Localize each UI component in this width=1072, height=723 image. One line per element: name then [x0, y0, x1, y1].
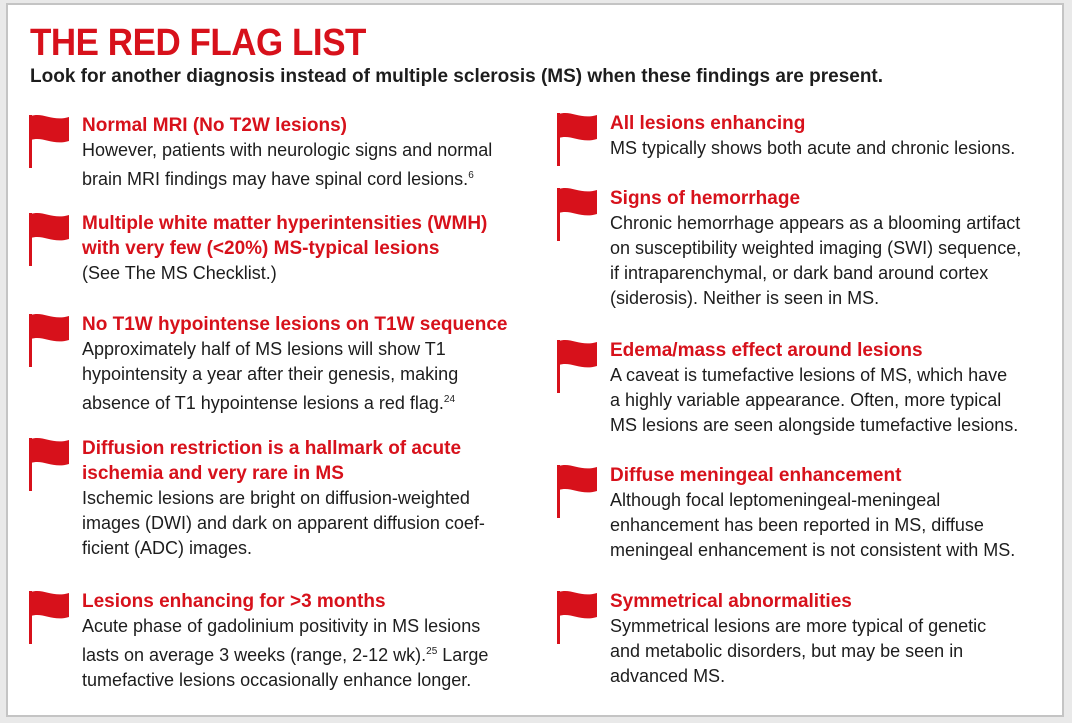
- item-body-line: Although focal leptomeningeal-meningeal: [610, 490, 941, 510]
- red-flag-icon: [28, 312, 70, 368]
- item-body-line: meningeal enhancement is not consistent with MS.: [610, 540, 1016, 560]
- item-body-line: (siderosis). Neither is seen in MS.: [610, 288, 880, 308]
- item-body-line: absence of T1 hypointense lesions a red flag.: [82, 393, 444, 413]
- item-body-line: and metabolic disorders, but may be seen in: [610, 641, 964, 661]
- item-body-line: if intraparenchymal, or dark band around cortex: [610, 263, 989, 283]
- red-flag-icon: [28, 211, 70, 267]
- red-flag-icon: [28, 589, 70, 645]
- item-body-line: Chronic hemorrhage appears as a blooming artifact: [610, 213, 1021, 233]
- reference-number: 6: [468, 170, 474, 181]
- item-body-line: brain MRI findings may have spinal cord lesions.: [82, 169, 469, 189]
- item-heading: No T1W hypointense lesions on T1W sequence: [82, 314, 508, 335]
- item-heading: Multiple white matter hyperintensities (WMH): [82, 213, 488, 234]
- item-body-line: MS typically shows both acute and chronic lesions.: [610, 138, 1016, 158]
- item-body-line: ficient (ADC) images.: [82, 538, 253, 558]
- item-heading: Normal MRI (No T2W lesions): [82, 115, 347, 136]
- item-heading: Signs of hemorrhage: [610, 188, 801, 209]
- item-body-line: enhancement has been reported in MS, diffuse: [610, 515, 984, 535]
- item-body-line: advanced MS.: [610, 666, 726, 686]
- item-heading: Diffuse meningeal enhancement: [610, 465, 902, 486]
- red-flag-icon: [28, 436, 70, 492]
- reference-number: 25: [426, 646, 438, 657]
- red-flag-icon: [28, 113, 70, 169]
- red-flag-icon: [556, 111, 598, 167]
- item-body-line: images (DWI) and dark on apparent diffusion coef-: [82, 513, 485, 533]
- red-flag-icon: [556, 589, 598, 645]
- item-heading: All lesions enhancing: [610, 113, 806, 134]
- item-body-line: hypointensity a year after their genesis, making: [82, 364, 459, 384]
- red-flag-icon: [556, 186, 598, 242]
- item-heading: Lesions enhancing for >3 months: [82, 591, 386, 612]
- item-body-line: A caveat is tumefactive lesions of MS, which have: [610, 365, 1008, 385]
- item-heading: Edema/mass effect around lesions: [610, 340, 923, 361]
- page-title: THE RED FLAG LIST: [30, 22, 366, 64]
- item-body-line: Symmetrical lesions are more typical of genetic: [610, 616, 987, 636]
- item-heading: Diffusion restriction is a hallmark of acute: [82, 438, 462, 459]
- item-heading: Symmetrical abnormalities: [610, 591, 852, 612]
- item-body-line: a highly variable appearance. Often, more typical: [610, 390, 1002, 410]
- item-heading: ischemia and very rare in MS: [82, 463, 344, 484]
- item-body-line: Ischemic lesions are bright on diffusion-weighted: [82, 488, 470, 508]
- red-flag-icon: [556, 463, 598, 519]
- item-body-line: Approximately half of MS lesions will show T1: [82, 339, 446, 359]
- item-body-line: lasts on average 3 weeks (range, 2-12 wk).: [82, 645, 427, 665]
- item-body-line: tumefactive lesions occasionally enhance longer.: [82, 670, 472, 690]
- item-body-line: MS lesions are seen alongside tumefactive lesions.: [610, 415, 1019, 435]
- item-body-line: on susceptibility weighted imaging (SWI) sequence,: [610, 238, 1022, 258]
- item-body-line: (See The MS Checklist.): [82, 263, 277, 283]
- item-body-line-tail: Large: [437, 645, 489, 665]
- item-body-line: However, patients with neurologic signs and normal: [82, 140, 493, 160]
- page-subtitle: Look for another diagnosis instead of multiple sclerosis (MS) when these findings are present.: [30, 66, 884, 87]
- item-body-line: Acute phase of gadolinium positivity in MS lesions: [82, 616, 481, 636]
- reference-number: 24: [443, 394, 456, 405]
- item-heading: with very few (<20%) MS-typical lesions: [82, 238, 440, 259]
- red-flag-icon: [556, 338, 598, 394]
